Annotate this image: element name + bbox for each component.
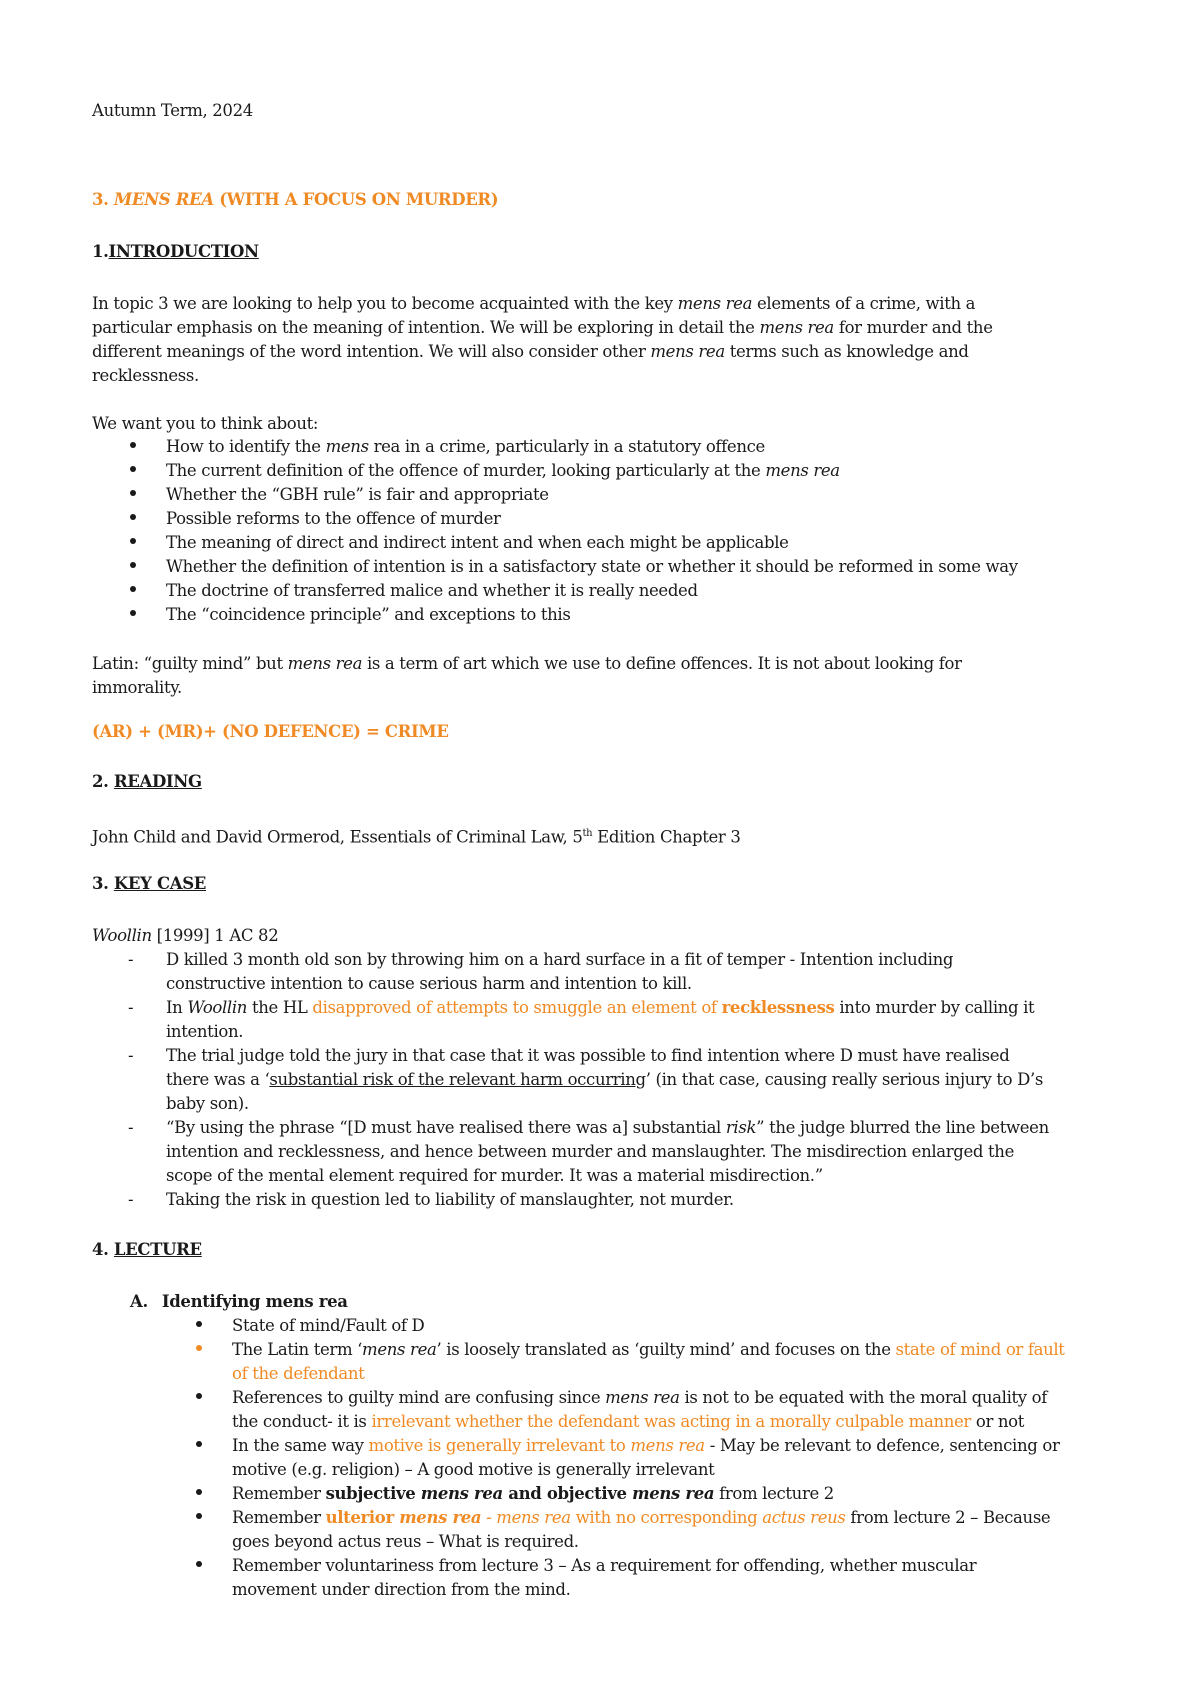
case-point-4c: scope of the mental element required for murder. It was a material misdirection.”: [166, 1166, 823, 1185]
term-mens-rea: mens rea: [630, 1436, 705, 1455]
bullet-icon: [130, 562, 136, 568]
dash-icon: -: [128, 950, 134, 969]
case-name: Woollin: [92, 926, 152, 945]
bold-text: subjective: [325, 1484, 421, 1503]
reading-reference: [92, 822, 740, 850]
text: the conduct- it is: [232, 1412, 372, 1431]
lecture-point-7b: movement under direction from the mind.: [232, 1580, 571, 1599]
text: there was a ‘: [166, 1070, 270, 1089]
section-label: INTRODUCTION: [108, 242, 259, 261]
lecture-point-2a: [232, 1338, 1065, 1362]
bullet-icon: [196, 1489, 202, 1495]
text: is a term of art which we use to define offences. It is not about looking for: [362, 654, 962, 673]
case-point-3a: The trial judge told the jury in that case that it was possible to find intention where D must have realised: [166, 1046, 1010, 1065]
section-label: LECTURE: [113, 1240, 202, 1259]
term-mens-rea: mens rea: [632, 1484, 715, 1503]
highlight-bold: ulterior: [325, 1508, 400, 1527]
lecture-point-7a: Remember voluntariness from lecture 3 – As a requirement for offending, whether muscular: [232, 1556, 977, 1575]
term-mens-rea: mens rea: [765, 461, 840, 480]
term-mens: mens: [325, 437, 369, 456]
lecture-point-4a: [232, 1434, 1060, 1458]
highlight-bold: recklessness: [721, 998, 835, 1017]
text: from lecture 2 – Because: [845, 1508, 1051, 1527]
text: into murder by calling it: [834, 998, 1035, 1017]
bullet-icon: [130, 442, 136, 448]
highlight: irrelevant whether the defendant was acting in a morally culpable manner: [371, 1412, 971, 1431]
text: ” the judge blurred the line between: [756, 1118, 1049, 1137]
think-item-3: Whether the “GBH rule” is fair and appropriate: [166, 485, 549, 504]
intro-line-2: [92, 316, 993, 340]
text: the HL: [247, 998, 313, 1017]
text: - May be relevant to defence, sentencing or: [704, 1436, 1060, 1455]
text: In topic 3 we are looking to help you to become acquainted with the key: [92, 294, 678, 313]
bullet-icon: [196, 1393, 202, 1399]
term-actus-reus: actus reus: [762, 1508, 846, 1527]
text: Remember: [232, 1484, 326, 1503]
crime-formula: (AR) + (MR)+ (NO DEFENCE) = CRIME: [92, 722, 449, 741]
think-item-6: Whether the definition of intention is in a satisfactory state or whether it should be reformed in some way: [166, 557, 1018, 576]
bullet-icon: [130, 514, 136, 520]
title-italic: MENS REA: [113, 190, 214, 209]
text: Remember: [232, 1508, 326, 1527]
highlight: disapproved of attempts to smuggle an element of: [312, 998, 722, 1017]
text: from lecture 2: [714, 1484, 834, 1503]
bullet-icon: [130, 466, 136, 472]
text: The current definition of the offence of murder, looking particularly at the: [166, 461, 766, 480]
superscript: th: [582, 828, 593, 839]
title-num: 3.: [92, 190, 114, 209]
text: “By using the phrase “[D must have realised there was a] substantial: [166, 1118, 726, 1137]
think-item-2: [166, 459, 840, 483]
lecture-point-2b: of the defendant: [232, 1364, 365, 1383]
text: elements of a crime, with a: [752, 294, 976, 313]
section-number: 2.: [92, 772, 114, 791]
latin-line-2: immorality.: [92, 678, 182, 697]
sub-number: A.: [130, 1292, 148, 1311]
underlined-text: substantial risk of the relevant harm occurring: [269, 1070, 646, 1089]
section-label: KEY CASE: [113, 874, 206, 893]
term-mens-rea: mens rea: [420, 1484, 503, 1503]
bullet-icon: [130, 490, 136, 496]
text: Latin: “guilty mind” but: [92, 654, 288, 673]
bullet-icon: [196, 1561, 202, 1567]
title-rest: (WITH A FOCUS ON MURDER): [213, 190, 499, 209]
case-name: Woollin: [187, 998, 248, 1017]
lecture-point-3b: [232, 1410, 1024, 1434]
term-mens-rea: mens rea: [362, 1340, 437, 1359]
think-item-1: [166, 435, 765, 459]
dash-icon: -: [128, 1046, 134, 1065]
dash-icon: -: [128, 998, 134, 1017]
text: References to guilty mind are confusing since: [232, 1388, 606, 1407]
latin-line-1: [92, 652, 962, 676]
section-heading-introduction: [92, 240, 259, 264]
dash-icon: -: [128, 1118, 134, 1137]
section-heading-key-case: [92, 872, 206, 896]
term-mens-rea: mens rea: [496, 1508, 571, 1527]
section-heading-lecture: [92, 1238, 202, 1262]
text: ’ is loosely translated as ‘guilty mind’ and focuses on the: [436, 1340, 896, 1359]
term-mens-rea: mens rea: [399, 1508, 482, 1527]
case-point-3b: [166, 1068, 1043, 1092]
case-point-5: Taking the risk in question led to liability of manslaughter, not murder.: [166, 1190, 734, 1209]
think-intro: We want you to think about:: [92, 414, 319, 433]
bullet-icon: [196, 1441, 202, 1447]
text: different meanings of the word intention. We will also consider other: [92, 342, 651, 361]
case-point-4b: intention and recklessness, and hence between murder and manslaughter. The misdirection enlarged the: [166, 1142, 1015, 1161]
think-item-8: The “coincidence principle” and exceptions to this: [166, 605, 571, 624]
text: In the same way: [232, 1436, 369, 1455]
lecture-point-4b: motive (e.g. religion) – A good motive is generally irrelevant: [232, 1460, 715, 1479]
case-point-2a: [166, 996, 1034, 1020]
bold-text: and objective: [502, 1484, 633, 1503]
case-point-1b: constructive intention to cause serious harm and intention to kill.: [166, 974, 692, 993]
case-point-2b: intention.: [166, 1022, 244, 1041]
highlight: state of mind or fault: [895, 1340, 1065, 1359]
term-header: Autumn Term, 2024: [92, 101, 253, 120]
lecture-point-5: [232, 1482, 834, 1506]
intro-line-1: [92, 292, 975, 316]
text: terms such as knowledge and: [724, 342, 969, 361]
sub-label: Identifying mens rea: [161, 1292, 348, 1311]
text: or not: [970, 1412, 1025, 1431]
case-point-4a: [166, 1116, 1049, 1140]
case-point-1a: D killed 3 month old son by throwing him on a hard surface in a fit of temper - Intention including: [166, 950, 954, 969]
bullet-icon: [130, 586, 136, 592]
case-cite: [1999] 1 AC 82: [151, 926, 279, 945]
think-item-4: Possible reforms to the offence of murder: [166, 509, 501, 528]
highlight: -: [481, 1508, 497, 1527]
text: for murder and the: [833, 318, 993, 337]
text: rea in a crime, particularly in a statutory offence: [368, 437, 765, 456]
term-mens-rea: mens rea: [287, 654, 363, 673]
text: Edition Chapter 3: [592, 827, 741, 847]
term-mens-rea: mens rea: [605, 1388, 680, 1407]
bullet-icon: [196, 1321, 202, 1327]
bullet-icon: [130, 610, 136, 616]
section-number: 3.: [92, 874, 114, 893]
think-item-7: The doctrine of transferred malice and whether it is really needed: [166, 581, 698, 600]
bullet-icon: [196, 1345, 202, 1351]
bullet-icon: [130, 538, 136, 544]
text: The Latin term ‘: [232, 1340, 363, 1359]
emphasis: risk: [725, 1118, 757, 1137]
subheading-identifying-mens-rea: [130, 1290, 348, 1314]
term-mens-rea: mens rea: [650, 342, 725, 361]
lecture-point-1: State of mind/Fault of D: [232, 1316, 425, 1335]
section-number: 4.: [92, 1240, 114, 1259]
text: How to identify the: [166, 437, 326, 456]
section-number: 1.: [92, 242, 109, 261]
dash-icon: -: [128, 1190, 134, 1209]
highlight: with no corresponding: [570, 1508, 763, 1527]
lecture-point-3a: [232, 1386, 1047, 1410]
highlight: motive is generally irrelevant to: [368, 1436, 631, 1455]
bullet-icon: [196, 1513, 202, 1519]
text: John Child and David Ormerod, Essentials of Criminal Law, 5: [92, 827, 583, 847]
text: In: [166, 998, 188, 1017]
section-label: READING: [113, 772, 202, 791]
think-item-5: The meaning of direct and indirect intent and when each might be applicable: [166, 533, 789, 552]
text: is not to be equated with the moral quality of: [679, 1388, 1048, 1407]
text: particular emphasis on the meaning of intention. We will be exploring in detail the: [92, 318, 760, 337]
lecture-point-6a: [232, 1506, 1050, 1530]
intro-line-3: [92, 340, 969, 364]
section-heading-reading: [92, 770, 202, 794]
intro-line-4: recklessness.: [92, 366, 199, 385]
text: ’ (in that case, causing really serious injury to D’s: [645, 1070, 1044, 1089]
term-mens-rea: mens rea: [677, 294, 753, 313]
case-citation: [92, 924, 278, 948]
document-title: [92, 188, 498, 212]
term-mens-rea: mens rea: [759, 318, 834, 337]
case-point-3c: baby son).: [166, 1094, 249, 1113]
lecture-point-6b: goes beyond actus reus – What is required.: [232, 1532, 579, 1551]
